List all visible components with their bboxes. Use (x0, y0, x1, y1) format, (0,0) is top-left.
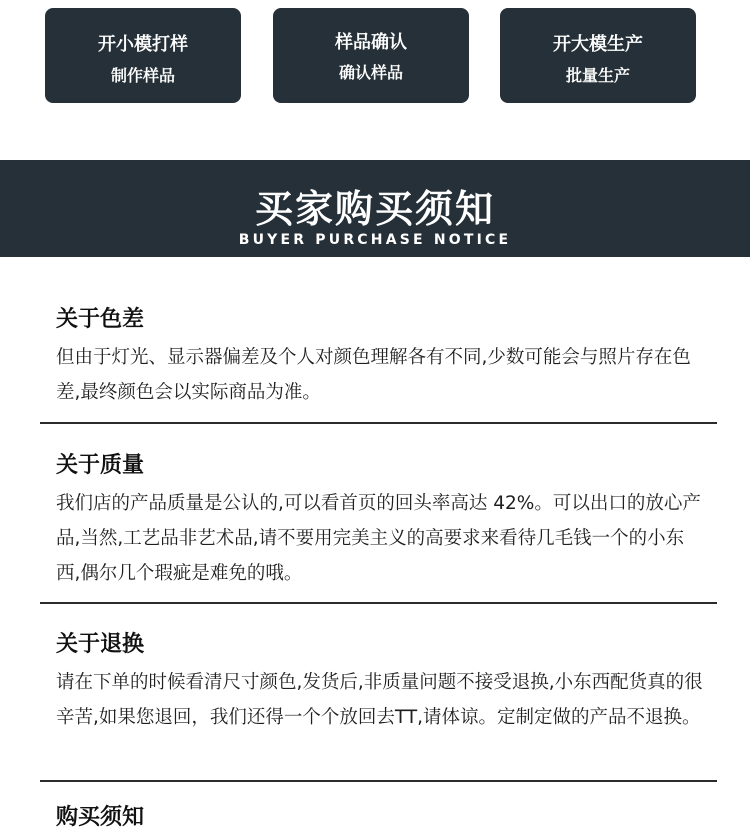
process-steps (0, 0, 750, 160)
notice-heading: 关于色差 (56, 307, 145, 332)
divider (40, 780, 717, 782)
step-title: 样品确认 (335, 32, 407, 53)
banner-subtitle: BUYER PURCHASE NOTICE (238, 232, 512, 248)
step-subtitle: 确认样品 (338, 63, 403, 82)
notice-heading: 购买须知 (56, 805, 145, 830)
step-title: 开小模打样 (98, 34, 188, 55)
step-subtitle: 批量生产 (565, 66, 630, 85)
step-subtitle: 制作样品 (110, 66, 175, 85)
step-card-production (500, 8, 696, 103)
divider (40, 422, 717, 424)
step-card-confirm (273, 8, 469, 103)
banner-title: 买家购买须知 (254, 187, 495, 231)
notice-body: 但由于灯光、显示器偏差及个人对颜色理解各有不同,少数可能会与照片存在色差,最终颜色会以实际商品为准。 (56, 347, 691, 403)
notice-quality (56, 450, 706, 591)
notice-banner (0, 160, 750, 257)
notice-color-difference (56, 304, 706, 410)
notice-body: 请在下单的时候看清尺寸颜色,发货后,非质量问题不接受退换,小东西配货真的很辛苦,如果您退回，我们还得一个个放回去TT,请体谅。定制定做的产品不退换。 (56, 672, 703, 728)
notice-purchase (56, 802, 706, 834)
divider (40, 602, 717, 604)
notice-returns (56, 629, 706, 735)
notice-heading: 关于质量 (56, 453, 145, 478)
notice-body: 我们店的产品质量是公认的,可以看首页的回头率高达 42%。可以出口的放心产品,当然,工艺品非艺术品,请不要用完美主义的高要求来看待几毛钱一个的小东西,偶尔几个瑕疵是难免的哦。 (56, 493, 701, 584)
step-title: 开大模生产 (553, 34, 643, 55)
notice-heading: 关于退换 (56, 632, 145, 657)
step-card-sample (45, 8, 241, 103)
